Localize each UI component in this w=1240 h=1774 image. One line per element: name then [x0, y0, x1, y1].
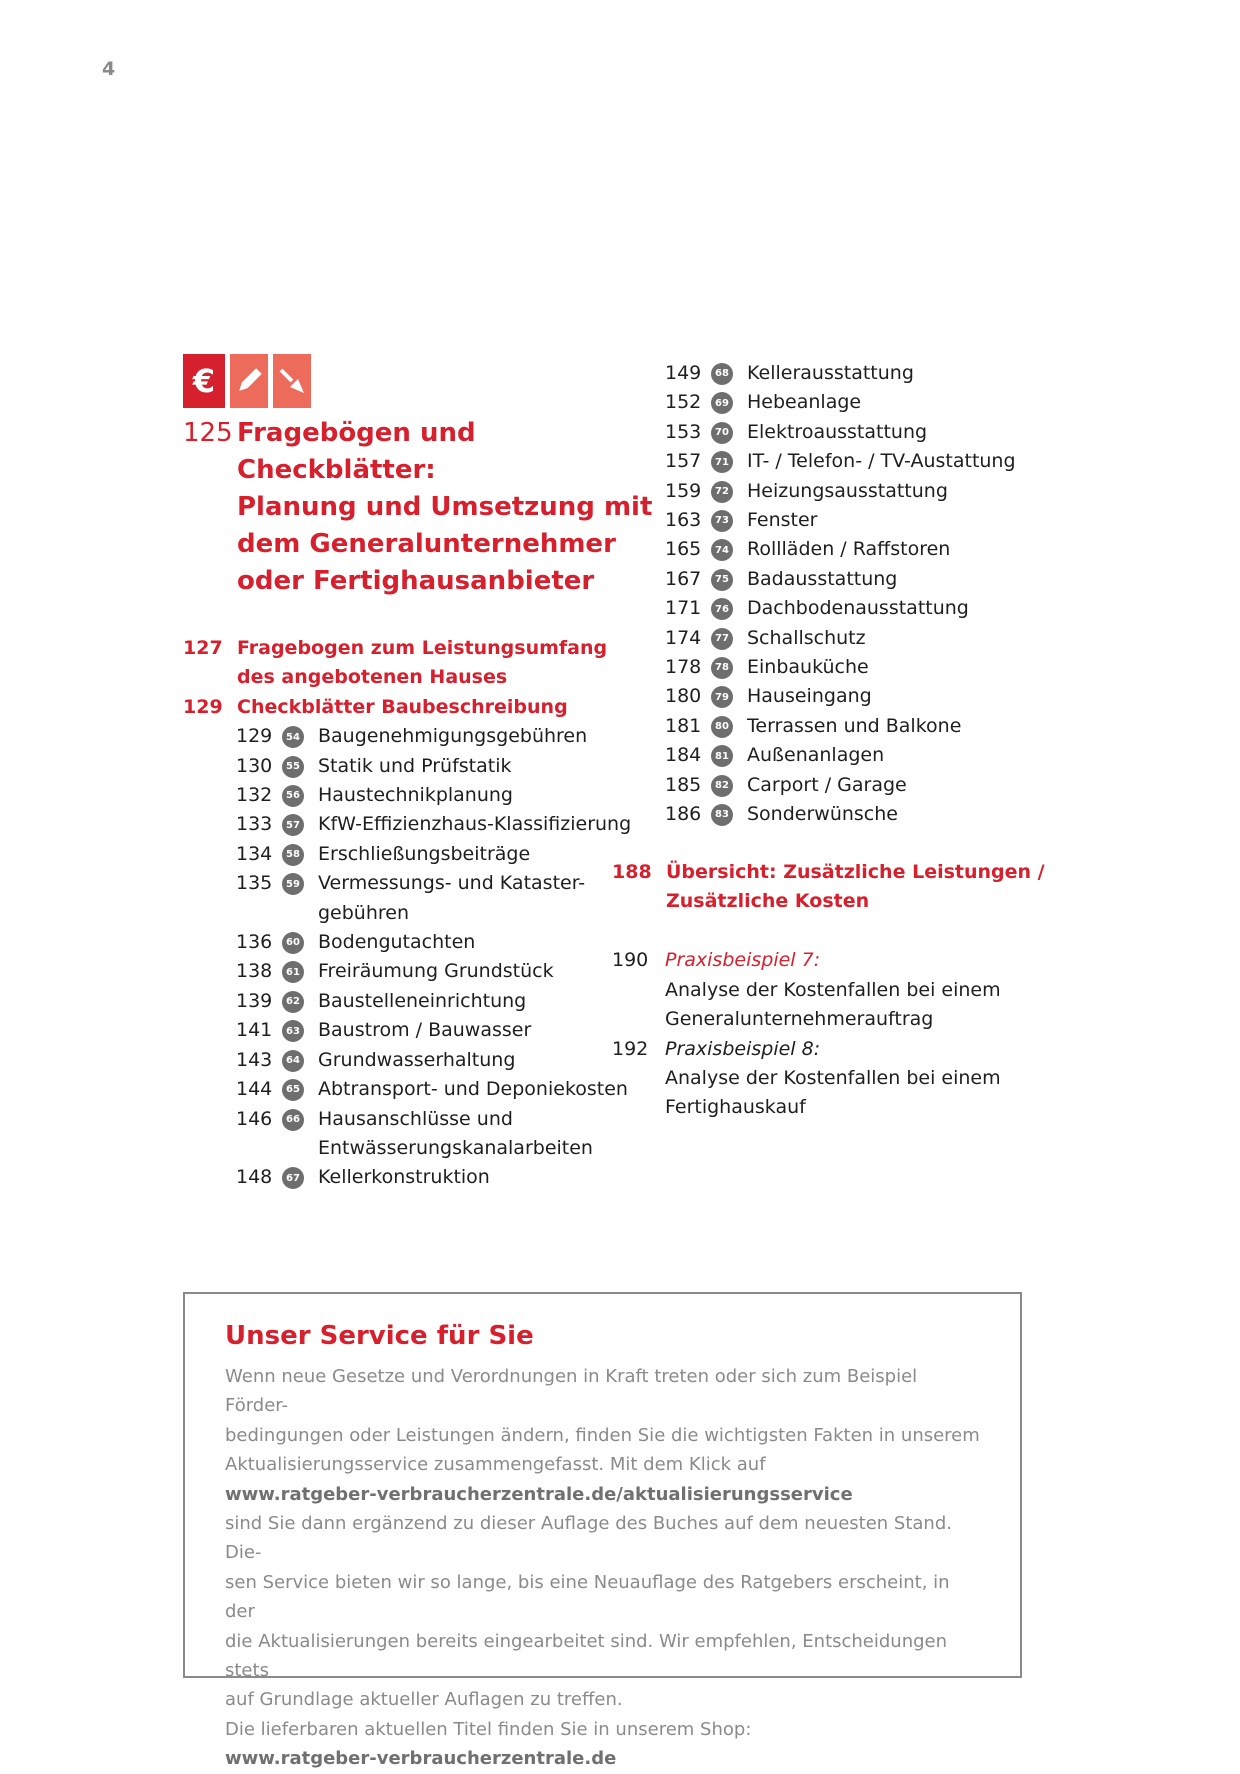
entry-title: Erschließungsbeiträge — [318, 842, 531, 865]
entry-page: 174 — [665, 626, 702, 649]
entry-title: Kellerkonstruktion — [318, 1166, 490, 1189]
entry-page: 185 — [665, 773, 702, 796]
checklist-entries-right — [665, 359, 1085, 830]
service-text — [225, 1362, 980, 1774]
category-icons — [183, 354, 311, 408]
entry-number-badge: 68 — [711, 363, 733, 385]
example-page: 192 — [612, 1037, 649, 1060]
toc-entry — [665, 624, 1085, 653]
entry-number-badge: 66 — [282, 1109, 304, 1131]
toc-entry — [665, 388, 1085, 417]
entry-number-badge: 67 — [282, 1167, 304, 1189]
entry-title: Hebeanlage — [747, 391, 862, 414]
entry-page: 178 — [665, 656, 702, 679]
chapter-heading — [183, 415, 653, 600]
toc-entry — [665, 653, 1085, 682]
entry-page: 129 — [236, 725, 273, 748]
entry-page: 134 — [236, 842, 273, 865]
section-title: Checkblätter Baubeschreibung — [237, 695, 568, 718]
entry-title: Kellerausstattung — [747, 362, 914, 384]
toc-entry — [236, 781, 653, 810]
entry-page: 163 — [665, 509, 702, 532]
toc-entry — [236, 1075, 653, 1104]
entry-number-badge: 54 — [282, 726, 304, 748]
toc-entry — [236, 928, 653, 957]
entry-number-badge: 83 — [711, 804, 733, 826]
entry-title: Grundwasserhaltung — [318, 1048, 516, 1071]
entry-page: 141 — [236, 1019, 273, 1042]
entry-page: 139 — [236, 989, 273, 1012]
entry-title: Haustechnikplanung — [318, 784, 513, 807]
section-title: Fragebogen zum Leistungsumfang des angebotenen Hauses — [237, 637, 608, 689]
entry-title: Baustrom / Bauwasser — [318, 1019, 532, 1042]
entry-page: 148 — [236, 1166, 273, 1189]
practice-examples — [612, 946, 1085, 1122]
entry-page: 184 — [665, 744, 702, 767]
entry-page: 130 — [236, 754, 273, 777]
toc-entry — [665, 447, 1085, 476]
entry-title: KfW-Effizienzhaus-Klassifizierung — [318, 813, 632, 836]
entry-page: 144 — [236, 1078, 273, 1101]
entry-number-badge: 56 — [282, 785, 304, 807]
entry-page: 167 — [665, 567, 702, 590]
entry-title: Heizungsausstattung — [747, 479, 948, 502]
entry-title: Elektroausstattung — [747, 420, 928, 443]
entry-number-badge: 82 — [711, 775, 733, 797]
entry-title: Sonderwünsche — [747, 803, 898, 826]
chapter-title: Fragebögen und Checkblätter: Planung und Umsetzung mit dem Generalunternehmer oder Fertighausanbieter — [237, 418, 653, 596]
checklist-entries-left — [183, 722, 653, 1193]
toc-entry — [665, 800, 1085, 829]
entry-number-badge: 70 — [711, 422, 733, 444]
entry-page: 152 — [665, 391, 702, 414]
toc-entry — [665, 418, 1085, 447]
service-line: sind Sie dann ergänzend zu dieser Auflage des Buches auf dem neuesten Stand. Die- — [225, 1513, 952, 1564]
entry-title: Hausanschlüsse und Entwässerungskanalarbeiten — [318, 1107, 593, 1159]
toc-entry — [236, 869, 653, 928]
toc-entry — [665, 594, 1085, 623]
overview-title: Übersicht: Zusätzliche Leistungen / Zusätzliche Kosten — [666, 860, 1045, 912]
entry-title: Carport / Garage — [747, 773, 907, 796]
toc-entry — [665, 535, 1085, 564]
entry-number-badge: 77 — [711, 628, 733, 650]
entry-number-badge: 75 — [711, 569, 733, 591]
entry-number-badge: 81 — [711, 745, 733, 767]
shop-link[interactable]: www.ratgeber-verbraucherzentrale.de — [225, 1748, 617, 1770]
entry-title: Außenanlagen — [747, 744, 885, 767]
overview-page: 188 — [612, 860, 652, 883]
entry-page: 180 — [665, 685, 702, 708]
entry-title: IT- / Telefon- / TV-Austattung — [747, 450, 1016, 473]
section-page: 129 — [183, 695, 223, 718]
entry-title: Rollläden / Raffstoren — [747, 538, 951, 561]
service-line: Die lieferbaren aktuellen Titel finden Sie in unserem Shop: — [225, 1718, 752, 1740]
toc-entry — [236, 957, 653, 986]
entry-page: 132 — [236, 784, 273, 807]
toc-entry — [236, 810, 653, 839]
toc-entry — [236, 840, 653, 869]
entry-title: Hauseingang — [747, 685, 872, 708]
entry-page: 149 — [665, 362, 702, 384]
entry-page: 135 — [236, 872, 273, 895]
page-number: 4 — [102, 58, 116, 80]
entry-number-badge: 55 — [282, 756, 304, 778]
euro-icon — [183, 354, 225, 408]
entry-page: 138 — [236, 960, 273, 983]
entry-page: 136 — [236, 931, 273, 954]
entry-number-badge: 73 — [711, 510, 733, 532]
entry-title: Baugenehmigungsgebühren — [318, 725, 588, 748]
entry-title: Freiräumung Grundstück — [318, 960, 554, 983]
entry-number-badge: 74 — [711, 539, 733, 561]
toc-entry — [236, 752, 653, 781]
toc-entry — [236, 1046, 653, 1075]
section-heading — [183, 693, 653, 722]
service-line: bedingungen oder Leistungen ändern, finden Sie die wichtigsten Fakten in unserem — [225, 1424, 980, 1446]
entry-number-badge: 79 — [711, 686, 733, 708]
entry-number-badge: 76 — [711, 598, 733, 620]
entry-title: Bodengutachten — [318, 931, 476, 954]
service-line: sen Service bieten wir so lange, bis eine Neuauflage des Ratgebers erscheint, in der — [225, 1571, 950, 1623]
pencil-icon — [230, 354, 268, 408]
entry-title: Schallschutz — [747, 626, 866, 649]
entry-number-badge: 63 — [282, 1020, 304, 1042]
entry-number-badge: 60 — [282, 932, 304, 954]
practice-example — [612, 946, 1085, 1034]
example-description: Analyse der Kostenfallen bei einem Generalunternehmerauftrag — [665, 978, 1001, 1031]
service-line: Aktualisierungsservice zusammengefasst. Mit dem Klick auf — [225, 1454, 766, 1476]
entry-page: 133 — [236, 813, 273, 836]
entry-page: 171 — [665, 597, 702, 620]
entry-title: Abtransport- und Deponiekosten — [318, 1078, 628, 1101]
entry-number-badge: 61 — [282, 961, 304, 983]
overview-heading — [612, 858, 1085, 917]
section-page: 127 — [183, 637, 223, 659]
entry-number-badge: 58 — [282, 844, 304, 866]
toc-left-column — [183, 415, 653, 1193]
toc-entry — [665, 359, 1085, 388]
service-title: Unser Service für Sie — [225, 1321, 534, 1351]
service-line: auf Grundlage aktueller Auflagen zu treffen. — [225, 1689, 623, 1711]
entry-page: 153 — [665, 420, 702, 443]
toc-entry — [236, 1105, 653, 1164]
toc-entry — [665, 477, 1085, 506]
entry-title: Einbauküche — [747, 656, 869, 679]
toc-entry — [236, 722, 653, 751]
entry-number-badge: 71 — [711, 451, 733, 473]
entry-title: Statik und Prüfstatik — [318, 754, 512, 777]
entry-page: 186 — [665, 803, 702, 826]
example-page: 190 — [612, 949, 649, 972]
entry-title: Dachbodenausstattung — [747, 597, 969, 620]
entry-page: 165 — [665, 538, 702, 561]
entry-title: Baustelleneinrichtung — [318, 989, 527, 1012]
entry-number-badge: 78 — [711, 657, 733, 679]
entry-title: Badausstattung — [747, 567, 898, 590]
entry-number-badge: 72 — [711, 481, 733, 503]
toc-entry — [665, 506, 1085, 535]
toc-entry — [236, 1163, 653, 1192]
svg-text:€: € — [192, 364, 216, 398]
entry-page: 159 — [665, 479, 702, 502]
update-service-link[interactable]: www.ratgeber-verbraucherzentrale.de/aktualisierungsservice — [225, 1483, 853, 1505]
section-heading — [183, 634, 653, 693]
entry-number-badge: 80 — [711, 716, 733, 738]
example-description: Analyse der Kostenfallen bei einem Fertighauskauf — [665, 1066, 1001, 1119]
entry-number-badge: 64 — [282, 1050, 304, 1072]
entry-number-badge: 57 — [282, 814, 304, 836]
service-box — [183, 1292, 1022, 1770]
toc-entry — [665, 771, 1085, 800]
entry-title: Fenster — [747, 509, 818, 532]
toc-entry — [236, 987, 653, 1016]
entry-number-badge: 62 — [282, 991, 304, 1013]
trowel-icon — [273, 354, 311, 408]
entry-page: 181 — [665, 714, 702, 737]
toc-entry — [665, 565, 1085, 594]
service-line: die Aktualisierungen bereits eingearbeitet sind. Wir empfehlen, Entscheidungen stets — [225, 1630, 948, 1682]
chapter-page: 125 — [183, 418, 233, 448]
entry-number-badge: 59 — [282, 873, 304, 895]
entry-number-badge: 65 — [282, 1079, 304, 1101]
toc-entry — [665, 712, 1085, 741]
service-line: Wenn neue Gesetze und Verordnungen in Kraft treten oder sich zum Beispiel Förder- — [225, 1366, 918, 1417]
example-label: Praxisbeispiel 7: — [665, 949, 821, 972]
entry-title: Terrassen und Balkone — [747, 714, 962, 737]
entry-page: 143 — [236, 1048, 273, 1071]
entry-number-badge: 69 — [711, 392, 733, 414]
entry-page: 146 — [236, 1107, 273, 1130]
entry-page: 157 — [665, 450, 702, 473]
toc-entry — [236, 1016, 653, 1045]
toc-entry — [665, 741, 1085, 770]
example-label: Praxisbeispiel 8: — [665, 1037, 821, 1060]
toc-entry — [665, 682, 1085, 711]
practice-example — [612, 1035, 1085, 1123]
entry-title: Vermessungs- und Kataster- gebühren — [318, 872, 586, 924]
toc-right-column — [612, 359, 1085, 1123]
